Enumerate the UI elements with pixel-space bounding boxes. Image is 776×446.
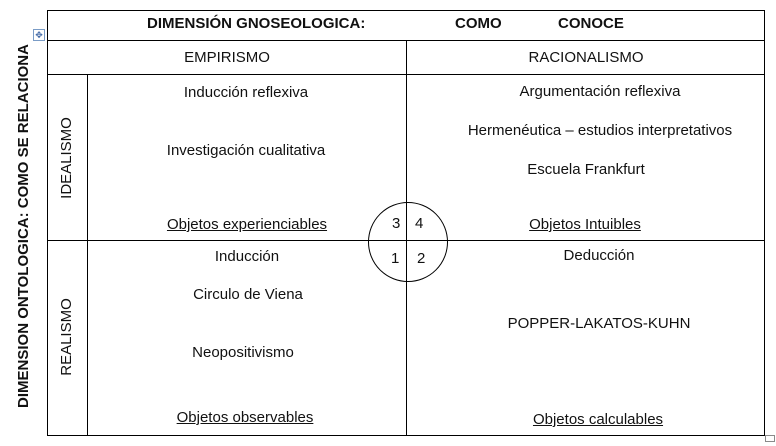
objects-experienciables: Objetos experienciables xyxy=(166,216,328,233)
quadrant-number-2: 2 xyxy=(417,250,426,267)
gnoseological-dimension-title: DIMENSIÓN GNOSEOLOGICA: xyxy=(147,15,366,32)
list-item: Hermenéutica – estudios interpretativos xyxy=(467,122,733,139)
quadrant-number-3: 3 xyxy=(392,215,401,232)
header-como: COMO xyxy=(455,15,502,32)
objects-observables: Objetos observables xyxy=(176,409,314,426)
move-handle-icon[interactable]: ✥ xyxy=(33,29,45,41)
row-label-idealismo: IDEALISMO xyxy=(58,117,75,199)
right-border xyxy=(764,10,765,436)
table-border-top xyxy=(47,10,764,11)
row-label-realismo: REALISMO xyxy=(58,298,75,376)
column-header-empirismo: EMPIRISMO xyxy=(184,49,270,66)
objects-calculables: Objetos calculables xyxy=(532,411,664,428)
list-item: Inducción xyxy=(214,248,280,265)
objects-intuibles: Objetos Intuibles xyxy=(529,216,641,233)
left-border xyxy=(47,10,48,436)
list-item: Deducción xyxy=(563,247,635,264)
row-label-divider xyxy=(87,75,88,436)
list-item: Investigación cualitativa xyxy=(166,142,326,159)
list-item: Argumentación reflexiva xyxy=(519,83,681,100)
quadrant-number-4: 4 xyxy=(415,215,424,232)
header-conoce: CONOCE xyxy=(558,15,624,32)
column-header-racionalismo: RACIONALISMO xyxy=(528,49,644,66)
list-item: Inducción reflexiva xyxy=(183,84,309,101)
list-item: Escuela Frankfurt xyxy=(527,161,645,178)
quadrant-number-1: 1 xyxy=(391,250,400,267)
resize-handle[interactable] xyxy=(765,435,775,442)
list-item: Circulo de Viena xyxy=(193,286,303,303)
list-item: POPPER-LAKATOS-KUHN xyxy=(507,315,691,332)
ontological-dimension-label: DIMENSION ONTOLOGICA: COMO SE RELACIONA xyxy=(15,44,32,408)
quadrant-circle xyxy=(368,202,448,282)
list-item: Neopositivismo xyxy=(192,344,294,361)
